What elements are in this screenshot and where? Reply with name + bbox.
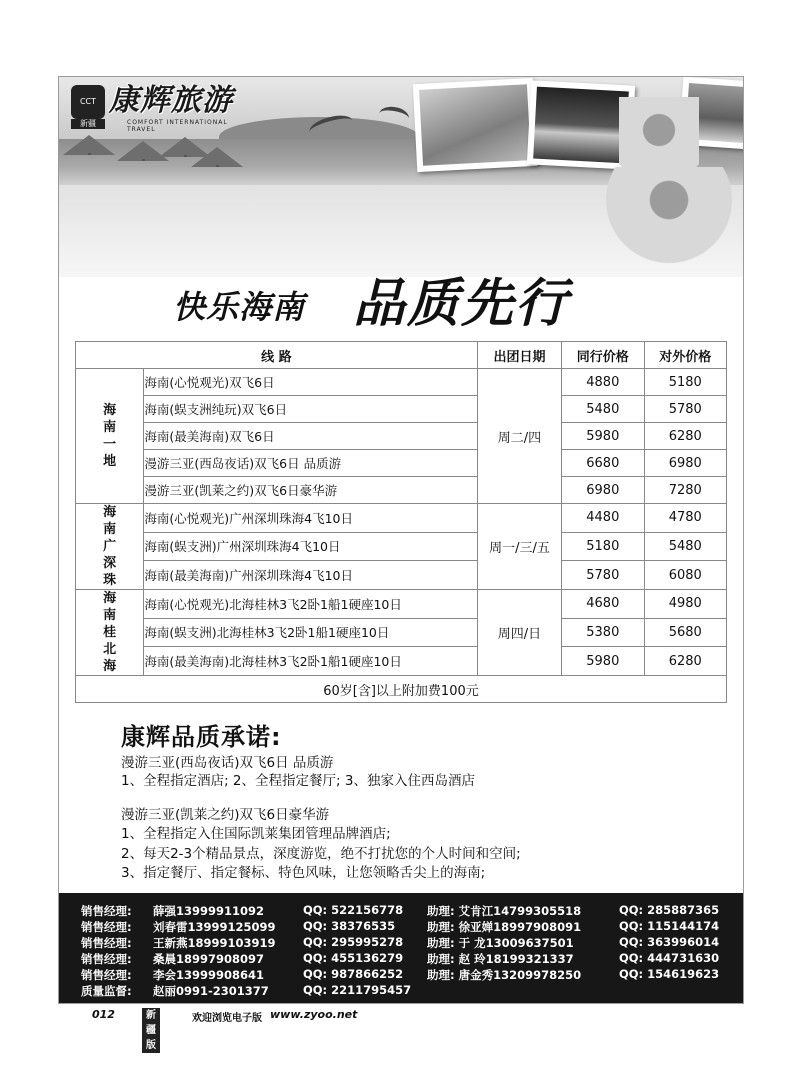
table-row bbox=[76, 504, 727, 533]
welcome-text: 欢迎浏览电子版 bbox=[192, 1013, 262, 1024]
public-price: 5180 bbox=[644, 369, 726, 396]
header-banner bbox=[59, 77, 743, 277]
col-header-date: 出团日期 bbox=[477, 342, 561, 369]
table-header-row bbox=[76, 342, 727, 369]
trade-price: 5980 bbox=[562, 423, 644, 450]
contact-qq: QQ: 295995278 bbox=[303, 935, 404, 949]
table-row bbox=[76, 423, 727, 450]
group-label: 海南桂北海 bbox=[76, 590, 144, 676]
contact-qq: QQ: 38376535 bbox=[303, 919, 396, 933]
route-name: 海南(心悦观光)双飞6日 bbox=[144, 369, 477, 396]
trade-price: 4480 bbox=[562, 504, 644, 533]
public-price: 6080 bbox=[644, 561, 726, 590]
contact-name-phone: 刘春雷13999125099 bbox=[153, 920, 276, 934]
public-price: 6280 bbox=[644, 423, 726, 450]
route-name: 海南(最美海南)北海桂林3飞2卧1船1硬座10日 bbox=[144, 647, 477, 676]
trade-price: 5780 bbox=[562, 561, 644, 590]
trade-price: 5180 bbox=[562, 532, 644, 561]
route-name: 海南(蜈支洲纯玩)双飞6日 bbox=[144, 396, 477, 423]
route-name: 海南(最美海南)双飞6日 bbox=[144, 423, 477, 450]
trade-price: 5480 bbox=[562, 396, 644, 423]
table-row bbox=[76, 618, 727, 647]
contact-qq: QQ: 455136279 bbox=[303, 951, 404, 965]
route-name: 漫游三亚(凯莱之约)双飞6日豪华游 bbox=[144, 477, 477, 504]
route-name: 海南(蜈支洲)广州深圳珠海4飞10日 bbox=[144, 532, 477, 561]
assistant-contact: 助理: 于 龙13009637501 bbox=[427, 936, 574, 950]
public-price: 6980 bbox=[644, 450, 726, 477]
group-label: 海南一地 bbox=[76, 369, 144, 504]
table-row bbox=[76, 369, 727, 396]
contact-role: 销售经理: bbox=[81, 968, 132, 982]
contacts-band bbox=[59, 893, 743, 1003]
public-price: 6280 bbox=[644, 647, 726, 676]
assistant-contact: 助理: 徐亚婵18997908091 bbox=[427, 920, 582, 934]
promise-title: 康辉品质承诺: bbox=[121, 723, 282, 751]
headline-left: 快乐海南 bbox=[173, 288, 306, 326]
contact-role: 销售经理: bbox=[81, 904, 132, 918]
route-name: 海南(心悦观光)北海桂林3飞2卧1船1硬座10日 bbox=[144, 590, 477, 619]
page-number: 012 bbox=[92, 1008, 115, 1021]
assistant-contact: 助理: 艾肯江14799305518 bbox=[427, 904, 582, 918]
logo-mark-icon: CCT bbox=[71, 85, 105, 119]
contact-role: 销售经理: bbox=[81, 952, 132, 966]
logo-region: 新疆 bbox=[71, 119, 105, 129]
logo bbox=[67, 83, 245, 133]
route-name: 海南(心悦观光)广州深圳珠海4飞10日 bbox=[144, 504, 477, 533]
trade-price: 6980 bbox=[562, 477, 644, 504]
trade-price: 5980 bbox=[562, 647, 644, 676]
assistant-qq: QQ: 285887365 bbox=[619, 903, 720, 917]
public-price: 5780 bbox=[644, 396, 726, 423]
route-name: 漫游三亚(西岛夜话)双飞6日 品质游 bbox=[144, 450, 477, 477]
departure-days: 周二/四 bbox=[477, 369, 561, 504]
headline-right: 品质先行 bbox=[353, 273, 570, 334]
col-header-public-price: 对外价格 bbox=[644, 342, 726, 369]
surcharge-note: 60岁[含]以上附加费100元 bbox=[76, 676, 727, 703]
contact-name-phone: 桑晨18997908097 bbox=[153, 952, 265, 966]
route-name: 海南(最美海南)广州深圳珠海4飞10日 bbox=[144, 561, 477, 590]
trade-price: 6680 bbox=[562, 450, 644, 477]
contact-name-phone: 李会13999908641 bbox=[153, 968, 265, 982]
edition-badge: 新疆版 bbox=[142, 1008, 160, 1053]
contact-qq: QQ: 522156778 bbox=[303, 903, 404, 917]
assistant-qq: QQ: 154619623 bbox=[619, 967, 720, 981]
table-row bbox=[76, 450, 727, 477]
trade-price: 4880 bbox=[562, 369, 644, 396]
website-link[interactable]: www.zyoo.net bbox=[270, 1008, 358, 1021]
brand-name: 康辉旅游 bbox=[109, 83, 233, 118]
trade-price: 5380 bbox=[562, 618, 644, 647]
public-price: 5680 bbox=[644, 618, 726, 647]
child-figure bbox=[599, 167, 739, 277]
promise-line: 漫游三亚(西岛夜话)双飞6日 品质游 bbox=[121, 755, 334, 771]
contact-role: 质量监督: bbox=[81, 984, 132, 998]
col-header-route: 线 路 bbox=[76, 342, 478, 369]
assistant-qq: QQ: 444731630 bbox=[619, 951, 720, 965]
contact-name-phone: 赵丽0991-2301377 bbox=[153, 984, 269, 998]
beach-couple-photo bbox=[413, 78, 537, 172]
group-label: 海南广深珠 bbox=[76, 504, 144, 590]
table-row bbox=[76, 532, 727, 561]
route-price-table bbox=[75, 341, 727, 703]
promise-line: 3、指定餐厅、指定餐标、特色风味，让您领略舌尖上的海南; bbox=[121, 865, 486, 881]
assistant-contact: 助理: 赵 玲18199321337 bbox=[427, 952, 574, 966]
table-row bbox=[76, 396, 727, 423]
contact-role: 销售经理: bbox=[81, 936, 132, 950]
departure-days: 周四/日 bbox=[477, 590, 561, 676]
trade-price: 4680 bbox=[562, 590, 644, 619]
table-row bbox=[76, 590, 727, 619]
public-price: 5480 bbox=[644, 532, 726, 561]
promise-line: 漫游三亚(凯莱之约)双飞6日豪华游 bbox=[121, 807, 330, 823]
promise-line: 2、每天2-3个精品景点，深度游览，绝不打扰您的个人时间和空间; bbox=[121, 846, 521, 862]
contact-name-phone: 王新燕18999103919 bbox=[153, 936, 276, 950]
col-header-trade-price: 同行价格 bbox=[562, 342, 644, 369]
table-row bbox=[76, 561, 727, 590]
public-price: 4980 bbox=[644, 590, 726, 619]
public-price: 4780 bbox=[644, 504, 726, 533]
brochure-page bbox=[58, 76, 744, 1004]
table-note-row bbox=[76, 676, 727, 703]
promise-line: 1、全程指定酒店; 2、全程指定餐厅; 3、独家入住西岛酒店 bbox=[121, 773, 475, 789]
contact-role: 销售经理: bbox=[81, 920, 132, 934]
contact-qq: QQ: 987866252 bbox=[303, 967, 404, 981]
route-name: 海南(蜈支洲)北海桂林3飞2卧1船1硬座10日 bbox=[144, 618, 477, 647]
brand-english: COMFORT INTERNATIONAL TRAVEL bbox=[127, 119, 228, 133]
assistant-qq: QQ: 115144174 bbox=[619, 919, 720, 933]
contact-name-phone: 薛强13999911092 bbox=[153, 904, 265, 918]
assistant-qq: QQ: 363996014 bbox=[619, 935, 720, 949]
departure-days: 周一/三/五 bbox=[477, 504, 561, 590]
table-row bbox=[76, 647, 727, 676]
assistant-contact: 助理: 唐金秀13209978250 bbox=[427, 968, 582, 982]
promise-line: 1、全程指定入住国际凯莱集团管理品牌酒店; bbox=[121, 826, 391, 842]
contact-qq: QQ: 2211795457 bbox=[303, 983, 412, 997]
table-row bbox=[76, 477, 727, 504]
public-price: 7280 bbox=[644, 477, 726, 504]
